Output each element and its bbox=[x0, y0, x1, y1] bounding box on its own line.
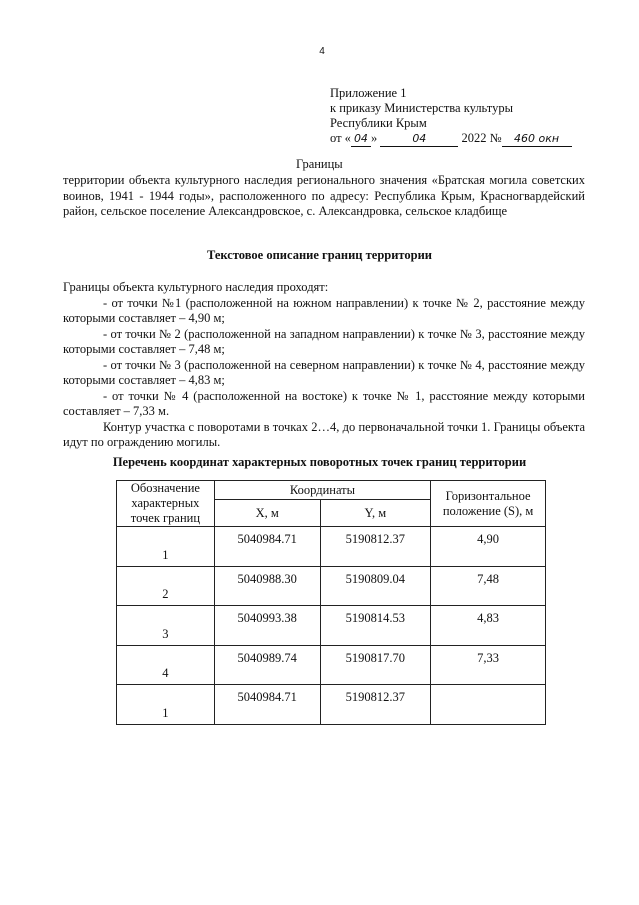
header-x: X, м bbox=[214, 500, 320, 527]
table-row bbox=[117, 527, 546, 567]
cell-x: 5040988.30 bbox=[214, 566, 320, 606]
appendix-line-1: Приложение 1 bbox=[330, 86, 407, 100]
cell-s bbox=[431, 685, 546, 725]
cell-y: 5190814.53 bbox=[320, 606, 431, 646]
table-row bbox=[117, 685, 546, 725]
table-row bbox=[117, 645, 546, 685]
boundaries-heading: Границы bbox=[296, 157, 343, 171]
coords-table bbox=[116, 480, 546, 725]
date-prefix: от « bbox=[330, 131, 351, 145]
header-y: Y, м bbox=[320, 500, 431, 527]
boundaries-text: территории объекта культурного наследия регионального значения «Братская могила советских воинов, 1941 - 1944 годы», расположенного по адресу: Республика Крым, Красногвардейский район, сельское поселение Александровское, с. Александровка, сельское кладбище bbox=[63, 173, 585, 218]
cell-s: 4,90 bbox=[431, 527, 546, 567]
description-closing: Контур участка с поворотами в точках 2…4, до первоначальной точки 1. Границы объекта идут по ограждению могилы. bbox=[63, 419, 585, 449]
boundaries-description bbox=[63, 173, 585, 220]
description-item: - от точки № 2 (расположенной на западном направлении) к точке № 3, расстояние между которыми составляет – 7,48 м; bbox=[63, 326, 585, 356]
appendix-header bbox=[330, 86, 572, 147]
table-row bbox=[117, 566, 546, 606]
description-item: - от точки №1 (расположенной на южном направлении) к точке № 2, расстояние между которыми составляет – 4,90 м; bbox=[63, 295, 585, 325]
description-item: - от точки № 3 (расположенной на северном направлении) к точке № 4, расстояние между которыми составляет – 4,83 м; bbox=[63, 357, 585, 387]
appendix-line-2: к приказу Министерства культуры bbox=[330, 101, 513, 115]
header-designation: Обозначение характерных точек границ bbox=[117, 481, 215, 527]
cell-point: 1 bbox=[117, 685, 215, 725]
cell-point: 4 bbox=[117, 645, 215, 685]
text-description-title: Текстовое описание границ территории bbox=[206, 248, 433, 262]
description-item: - от точки № 4 (расположенной на востоке) к точке № 1, расстояние между которыми составляет – 7,33 м. bbox=[63, 388, 585, 418]
cell-point: 3 bbox=[117, 606, 215, 646]
table-row bbox=[117, 606, 546, 646]
order-number: 460 окн bbox=[502, 131, 572, 147]
cell-x: 5040984.71 bbox=[214, 685, 320, 725]
cell-y: 5190809.04 bbox=[320, 566, 431, 606]
cell-x: 5040989.74 bbox=[214, 645, 320, 685]
page-number: 4 bbox=[319, 46, 325, 57]
appendix-date-line bbox=[330, 131, 572, 147]
cell-y: 5190817.70 bbox=[320, 645, 431, 685]
date-month: 04 bbox=[380, 131, 458, 147]
coords-table-title: Перечень координат характерных поворотных точек границ территории bbox=[112, 455, 527, 469]
cell-point: 2 bbox=[117, 566, 215, 606]
header-coordinates: Координаты bbox=[214, 481, 430, 500]
cell-y: 5190812.37 bbox=[320, 527, 431, 567]
cell-y: 5190812.37 bbox=[320, 685, 431, 725]
cell-s: 7,33 bbox=[431, 645, 546, 685]
number-sign: № bbox=[489, 131, 502, 145]
date-mid: » bbox=[370, 131, 378, 145]
cell-s: 4,83 bbox=[431, 606, 546, 646]
text-description bbox=[63, 280, 585, 451]
cell-point: 1 bbox=[117, 527, 215, 567]
cell-x: 5040993.38 bbox=[214, 606, 320, 646]
cell-x: 5040984.71 bbox=[214, 527, 320, 567]
description-intro: Границы объекта культурного наследия проходят: bbox=[63, 280, 329, 294]
header-horizontal: Горизонтальное положение (S), м bbox=[431, 481, 546, 527]
date-day: 04 bbox=[351, 131, 371, 147]
appendix-line-3: Республики Крым bbox=[330, 116, 427, 130]
cell-s: 7,48 bbox=[431, 566, 546, 606]
date-year: 2022 bbox=[461, 131, 487, 145]
